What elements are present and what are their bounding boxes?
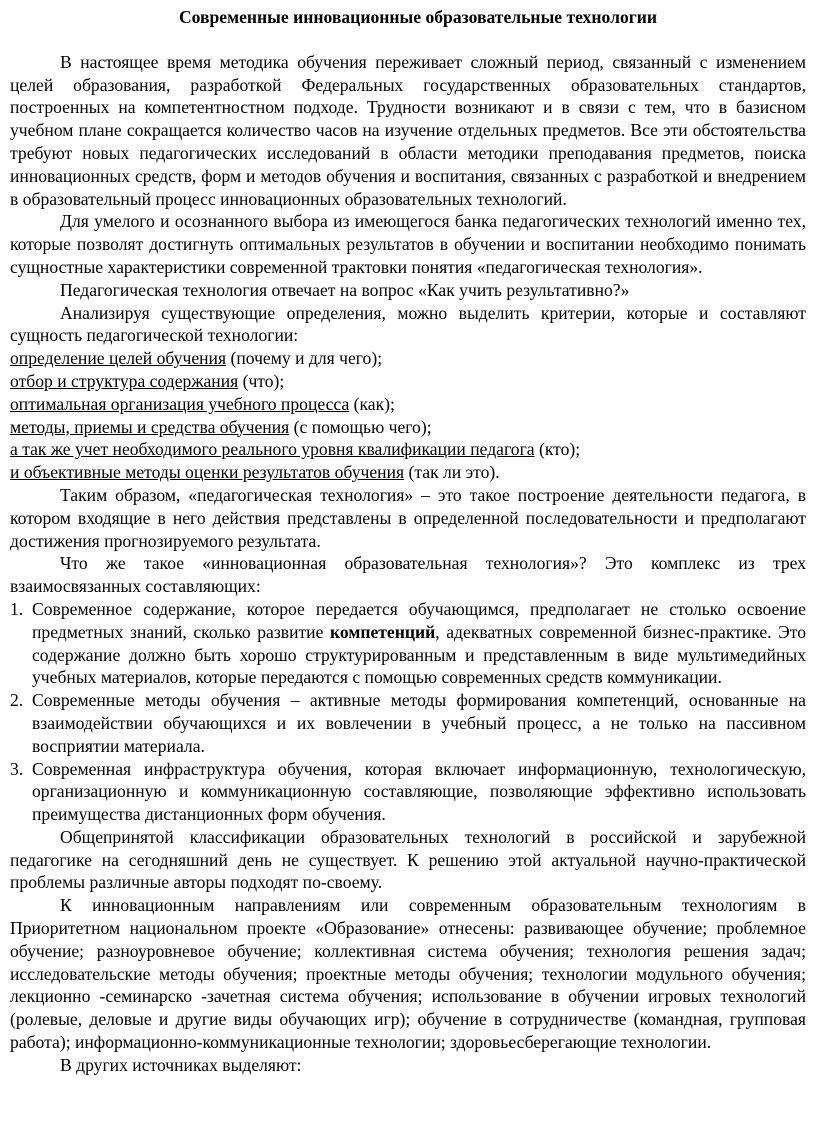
criterion-item	[10, 347, 806, 370]
components-list	[10, 598, 806, 826]
criterion-item	[10, 370, 806, 393]
criterion-term: методы, приемы и средства обучения	[10, 416, 290, 437]
list-number: 1.	[10, 598, 24, 619]
criterion-note: (что);	[238, 370, 285, 391]
list-text: Современная инфраструктура обучения, которая включает информационную, технологическую, организационную и коммуникационную составляющие, позволяющие эффективно использовать преимущества дистанционных форм обучения.	[32, 758, 806, 825]
criterion-term: оптимальная организация учебного процесса	[10, 393, 350, 414]
paragraph-innovative-directions: К инновационным направлениям или современным образовательным технологиям в Приоритетном национальном проекте «Образование» отнесены: развивающее обучение; проблемное обучение; разноуровневое обучение; коллективная система обучения; технология решения задач; исследовательские методы обучения; проектные методы обучения; технологии модульного обучения; лекционно -семинарско -зачетная система обучения; использование в обучении игровых технологий (ролевые, деловые и другие виды обучающих игр); обучение в сотрудничестве (командная, групповая работа); информационно-коммуникационные технологии; здоровьесберегающие технологии.	[10, 895, 806, 1053]
criterion-term: а так же учет необходимого реального уровня квалификации педагога	[10, 439, 535, 460]
paragraph-classification: Общепринятой классификации образовательных технологий в российской и зарубежной педагогике на сегодняшний день не существует. К решению этой актуальной научно-практической проблемы различные авторы подходят по-своему.	[10, 826, 806, 893]
list-item	[10, 598, 806, 689]
paragraph-question: Педагогическая технология отвечает на вопрос «Как учить результативно?»	[60, 279, 630, 300]
paragraph-technology-choice: Для умелого и осознанного выбора из имеющегося банка педагогических технологий именно тех, которые позволят достигнуть оптимальных результатов в обучении и воспитании необходимо понимать сущностные характеристики современной трактовки понятия «педагогическая технология».	[10, 211, 806, 277]
list-item	[10, 689, 806, 757]
paragraph-intro: В настоящее время методика обучения переживает сложный период, связанный с изменением целей образования, разработкой Федеральных государственных образовательных стандартов, построенных на компетентностном подходе. Трудности возникают и в связи с тем, что в базисном учебном плане сокращается количество часов на изучение отдельных предметов. Все эти обстоятельства требуют новых педагогических исследований в области методики преподавания предметов, поиска инновационных средств, форм и методов обучения и воспитания, связанных с разработкой и внедрением в образовательный процесс инновационных образовательных технологий.	[10, 51, 806, 209]
paragraph-components-intro: Что же такое «инновационная образовательная технология»? Это комплекс из трех взаимосвязанных составляющих:	[10, 553, 806, 597]
paragraph-other-sources: В других источниках выделяют:	[60, 1054, 302, 1075]
criterion-term: отбор и структура содержания	[10, 370, 239, 391]
criterion-item	[10, 461, 806, 484]
criterion-note: (как);	[349, 393, 395, 414]
criterion-note: (почему и для чего);	[226, 348, 383, 369]
list-text: Современное содержание, которое передается обучающимся, предполагает не столько освоение предметных знаний, сколько развитие	[32, 598, 806, 642]
list-item	[10, 758, 806, 826]
criteria-list	[10, 347, 806, 484]
page-title: Современные инновационные образовательные технологии	[178, 7, 658, 27]
criterion-note: (с помощью чего);	[289, 416, 432, 437]
paragraph-criteria-intro: Анализируя существующие определения, можно выделить критерии, которые и составляют сущность педагогической технологии:	[10, 302, 806, 346]
criterion-note: (так ли это).	[404, 462, 500, 483]
list-text: Современные методы обучения – активные методы формирования компетенций, основанные на взаимодействии обучающихся и их вовлечении в учебный процесс, а не только на пассивном восприятии материала.	[32, 690, 806, 756]
criterion-item	[10, 393, 806, 416]
list-text-bold: компетенций	[329, 621, 436, 642]
criterion-term: и объективные методы оценки результатов обучения	[10, 462, 405, 483]
criterion-term: определение целей обучения	[10, 348, 227, 369]
criterion-item	[10, 416, 806, 439]
list-number: 3.	[10, 758, 24, 779]
list-number: 2.	[10, 690, 24, 711]
paragraph-definition: Таким образом, «педагогическая технология» – это такое построение деятельности педагога, в котором входящие в него действия представлены в определенной последовательности и предполагают достижения прогнозируемого результата.	[10, 484, 806, 551]
list-text: , адекватных современной бизнес-практике. Это содержание должно быть хорошо структурированным и представленным в виде мультимедийных учебных материалов, которые передаются с помощью современных средств коммуникации.	[32, 621, 806, 688]
criterion-item	[10, 438, 806, 461]
criterion-note: (кто);	[534, 439, 581, 460]
